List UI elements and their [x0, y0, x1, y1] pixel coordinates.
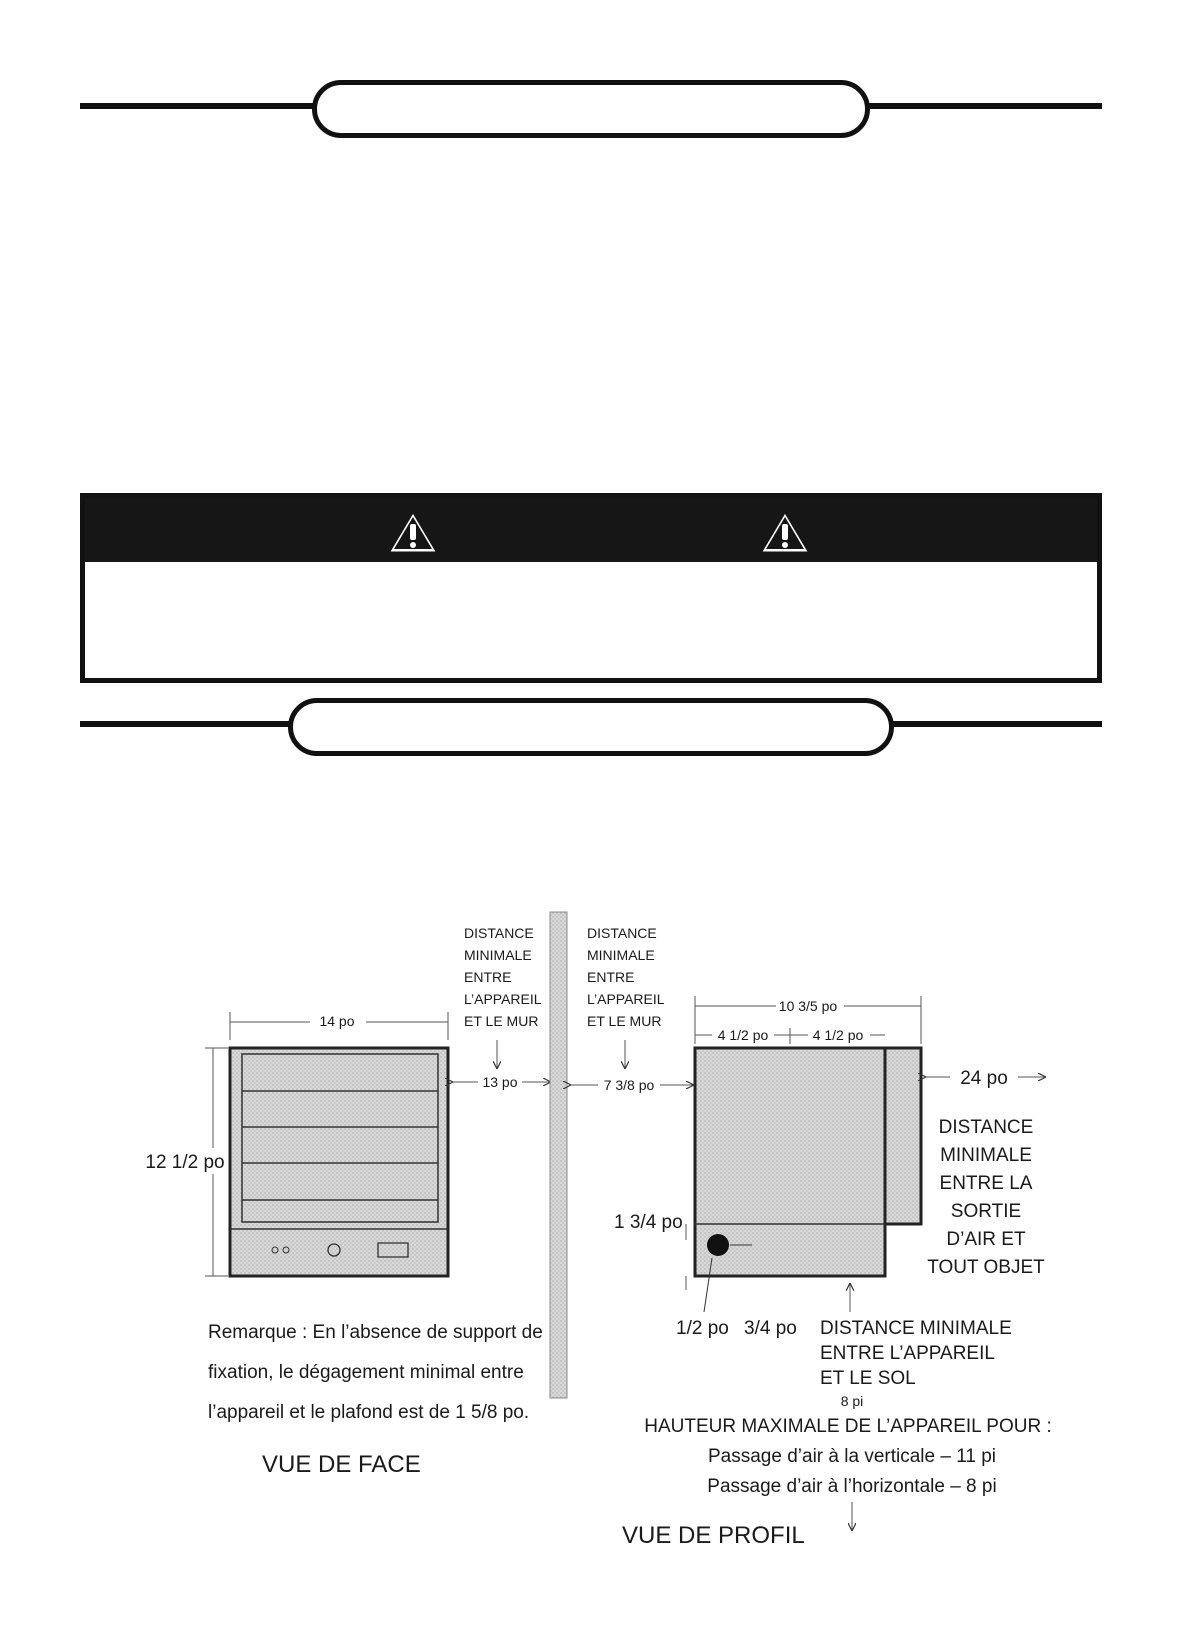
mount-hole-icon: [707, 1234, 729, 1256]
svg-text:MINIMALE: MINIMALE: [464, 947, 532, 963]
floor-value: 8 pi: [840, 1393, 864, 1409]
svg-text:L’APPAREIL: L’APPAREIL: [464, 991, 542, 1007]
front-note-line: fixation, le dégagement minimal entre: [208, 1362, 524, 1383]
wall-distance-note-left: [464, 925, 542, 1068]
svg-text:DISTANCE: DISTANCE: [587, 925, 657, 941]
svg-text:TOUT OBJET: TOUT OBJET: [927, 1257, 1045, 1278]
side-depth-right-label: 4 1/2 po: [812, 1027, 864, 1043]
svg-text:ENTRE: ENTRE: [587, 969, 635, 985]
front-view-title: VUE DE FACE: [262, 1451, 421, 1478]
horizontal-airflow-line: Passage d’air à l’horizontale – 8 pi: [707, 1476, 997, 1497]
svg-text:DISTANCE MINIMALE: DISTANCE MINIMALE: [820, 1318, 1012, 1339]
side-wall-gap-label: 7 3/8 po: [603, 1077, 655, 1093]
front-width-label: 14 po: [319, 1013, 355, 1029]
front-note-line: l’appareil et le plafond est de 1 5/8 po.: [208, 1402, 530, 1423]
svg-text:ET LE MUR: ET LE MUR: [464, 1013, 539, 1029]
svg-text:MINIMALE: MINIMALE: [587, 947, 655, 963]
front-wall-gap-label: 13 po: [482, 1074, 518, 1090]
svg-text:ET LE SOL: ET LE SOL: [820, 1368, 916, 1389]
svg-text:DISTANCE: DISTANCE: [464, 925, 534, 941]
side-view: [570, 996, 1052, 1549]
outlet-clearance-label: 24 po: [960, 1068, 1008, 1089]
svg-text:D’AIR ET: D’AIR ET: [946, 1229, 1026, 1250]
max-height-title: HAUTEUR MAXIMALE DE L’APPAREIL POUR :: [644, 1416, 1052, 1437]
svg-text:ENTRE LA: ENTRE LA: [939, 1173, 1033, 1194]
half-inch-label: 1/2 po: [676, 1318, 729, 1339]
side-view-title: VUE DE PROFIL: [622, 1522, 805, 1549]
three-quarter-label: 3/4 po: [744, 1318, 797, 1339]
wall-distance-note-right: [587, 925, 665, 1068]
front-note-line: Remarque : En l’absence de support de: [208, 1322, 543, 1343]
side-depth-total-label: 10 3/5 po: [778, 998, 838, 1014]
base-height-label: 1 3/4 po: [614, 1212, 683, 1233]
svg-text:ENTRE: ENTRE: [464, 969, 512, 985]
svg-text:ENTRE L’APPAREIL: ENTRE L’APPAREIL: [820, 1343, 995, 1364]
vertical-airflow-line: Passage d’air à la verticale – 11 pi: [708, 1446, 996, 1467]
side-depth-left-label: 4 1/2 po: [717, 1027, 769, 1043]
svg-text:MINIMALE: MINIMALE: [940, 1145, 1032, 1166]
front-heater-body: [230, 1048, 448, 1276]
svg-text:SORTIE: SORTIE: [950, 1201, 1022, 1222]
svg-text:L’APPAREIL: L’APPAREIL: [587, 991, 665, 1007]
front-height-label: 12 1/2 po: [145, 1152, 225, 1173]
svg-text:ET LE MUR: ET LE MUR: [587, 1013, 662, 1029]
side-air-outlet: [885, 1048, 921, 1224]
svg-text:DISTANCE: DISTANCE: [938, 1117, 1034, 1138]
wall: [550, 912, 567, 1398]
front-view: [145, 1010, 550, 1478]
